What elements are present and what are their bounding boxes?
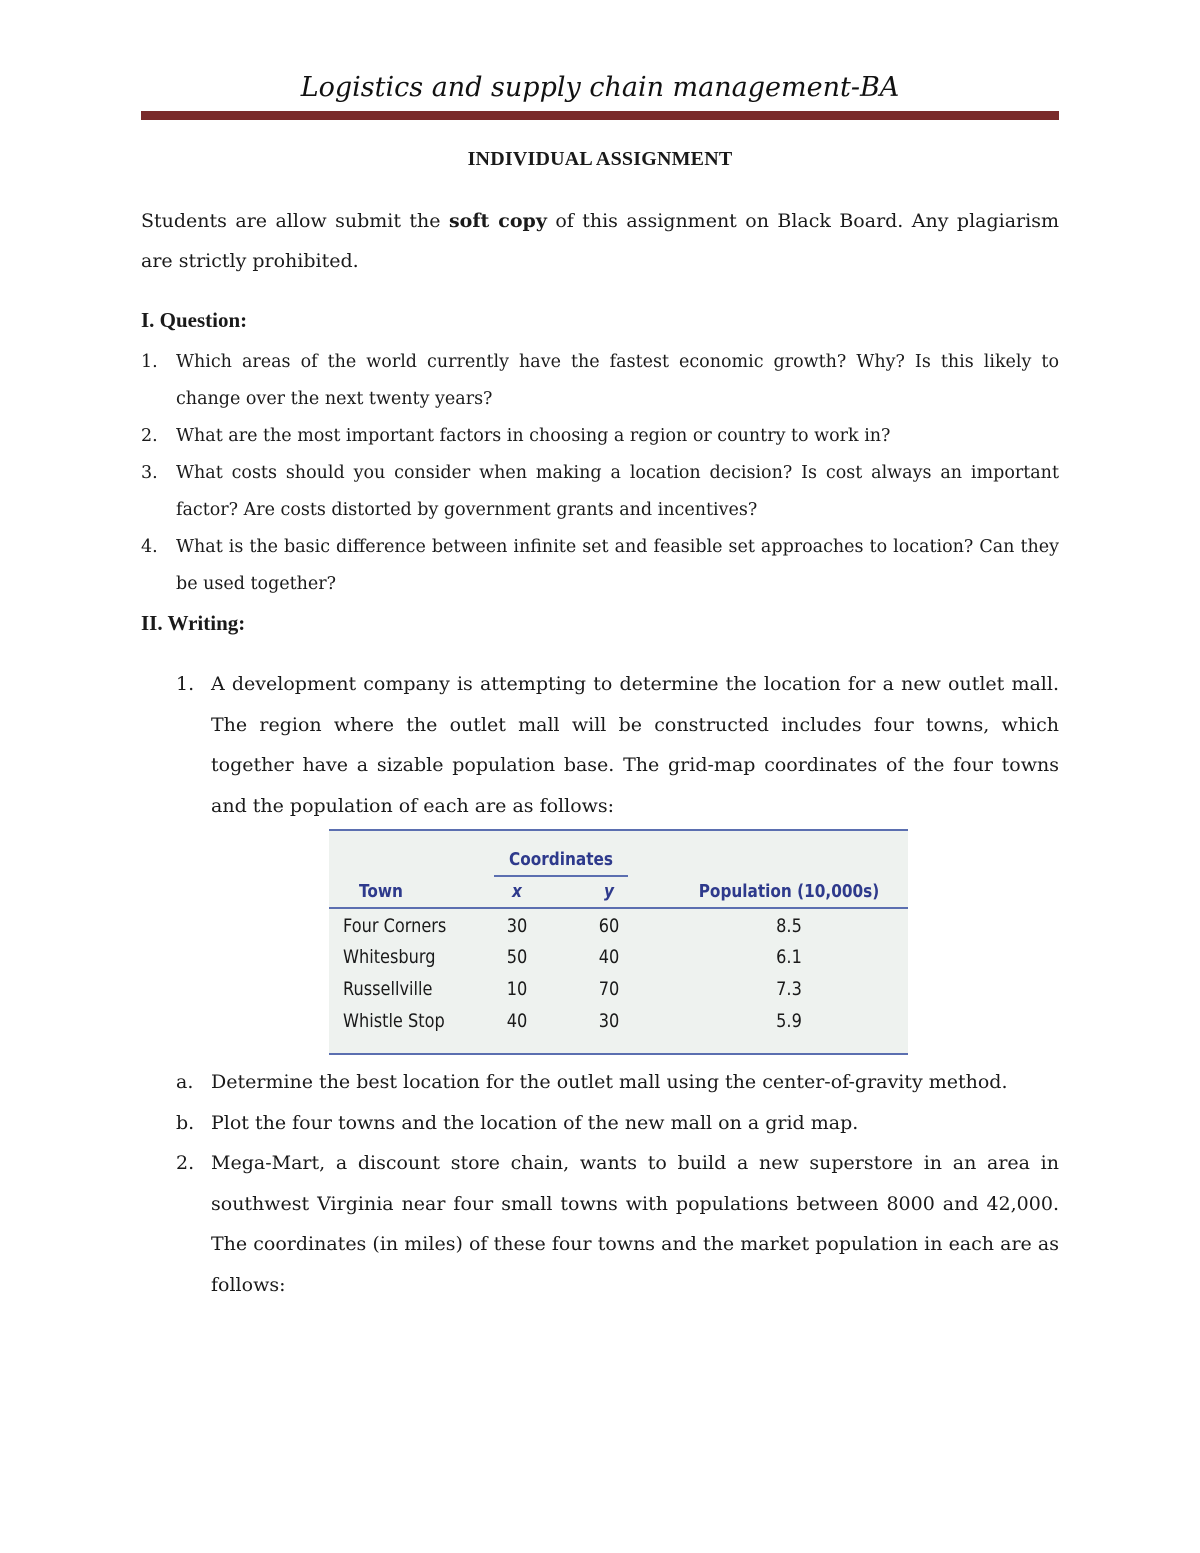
column-header-y: y [604,881,614,902]
cell-population: 5.9 [776,1010,802,1032]
question-item [141,529,1059,603]
writing-list-2 [176,1143,1059,1305]
cell-town: Four Corners [343,915,447,937]
writing-item [176,1143,1059,1305]
question-number: 3. [141,463,158,483]
column-header-town: Town [359,881,403,902]
cell-y: 60 [598,915,620,937]
subitem [176,1103,1059,1144]
question-list [141,344,1059,603]
column-header-population: Population (10,000s) [698,881,880,902]
subitem-letter: b. [176,1112,195,1134]
subitem-list [176,1062,1059,1144]
cell-population: 8.5 [776,915,802,937]
cell-town: Whistle Stop [343,1010,445,1032]
question-item [141,455,1059,529]
question-text: What costs should you consider when making a location decision? Is cost always an important factor? Are costs distorted by government grants and incentives? [176,463,1059,520]
intro-bold-text: soft copy [448,210,547,232]
cell-y: 70 [598,978,620,1000]
intro-text-after: of this assignment on Black Board. Any plagiarism are strictly prohibited. [141,210,1059,272]
subitem-text: Determine the best location for the outlet mall using the center-of-gravity method. [211,1071,1008,1093]
subitem [176,1062,1059,1103]
writing-text: Mega-Mart, a discount store chain, wants to build a new superstore in an area in southwest Virginia near four small towns with populations between 8000 and 42,000. The coordinates (in miles) of these four towns and the market population in each are as follows: [211,1152,1059,1296]
cell-x: 10 [506,978,528,1000]
question-item [141,344,1059,418]
cell-y: 40 [598,946,620,968]
cell-x: 50 [506,946,528,968]
subitem-text: Plot the four towns and the location of the new mall on a grid map. [211,1112,859,1134]
header-title: Logistics and supply chain management-BA [300,72,900,103]
writing-item [176,664,1059,826]
question-number: 1. [141,352,158,372]
assignment-title: INDIVIDUAL ASSIGNMENT [467,148,733,170]
question-text: What is the basic difference between infinite set and feasible set approaches to location? Can they be used together? [176,537,1059,594]
subitem-letter: a. [176,1071,194,1093]
intro-paragraph [141,201,1059,281]
section-writing-heading: II. Writing: [141,611,246,635]
header-underline [329,907,908,909]
question-text: Which areas of the world currently have the fastest economic growth? Why? Is this likely to change over the next twenty years? [176,352,1059,409]
writing-number: 1. [176,673,195,695]
cell-population: 6.1 [776,946,802,968]
writing-text: A development company is attempting to determine the location for a new outlet mall. The region where the outlet mall will be constructed includes four towns, which together have a sizable population base. The grid-map coordinates of the four towns and the population of each are as follows: [211,673,1059,817]
header-rule [141,111,1059,120]
question-text: What are the most important factors in choosing a region or country to work in? [176,426,891,446]
coordinates-underline [494,875,628,877]
question-number: 2. [141,426,158,446]
writing-number: 2. [176,1152,195,1174]
cell-population: 7.3 [776,978,802,1000]
writing-list [176,664,1059,826]
coordinates-group-header: Coordinates [508,849,614,870]
town-population-table [329,829,908,1055]
column-header-x: x [512,881,522,902]
cell-town: Whitesburg [343,946,436,968]
intro-text-before: Students are allow submit the [141,210,449,232]
cell-y: 30 [598,1010,620,1032]
cell-town: Russellville [343,978,433,1000]
cell-x: 30 [506,915,528,937]
question-item [141,418,1059,455]
cell-x: 40 [506,1010,528,1032]
question-number: 4. [141,537,158,557]
section-question-heading: I. Question: [141,308,248,332]
